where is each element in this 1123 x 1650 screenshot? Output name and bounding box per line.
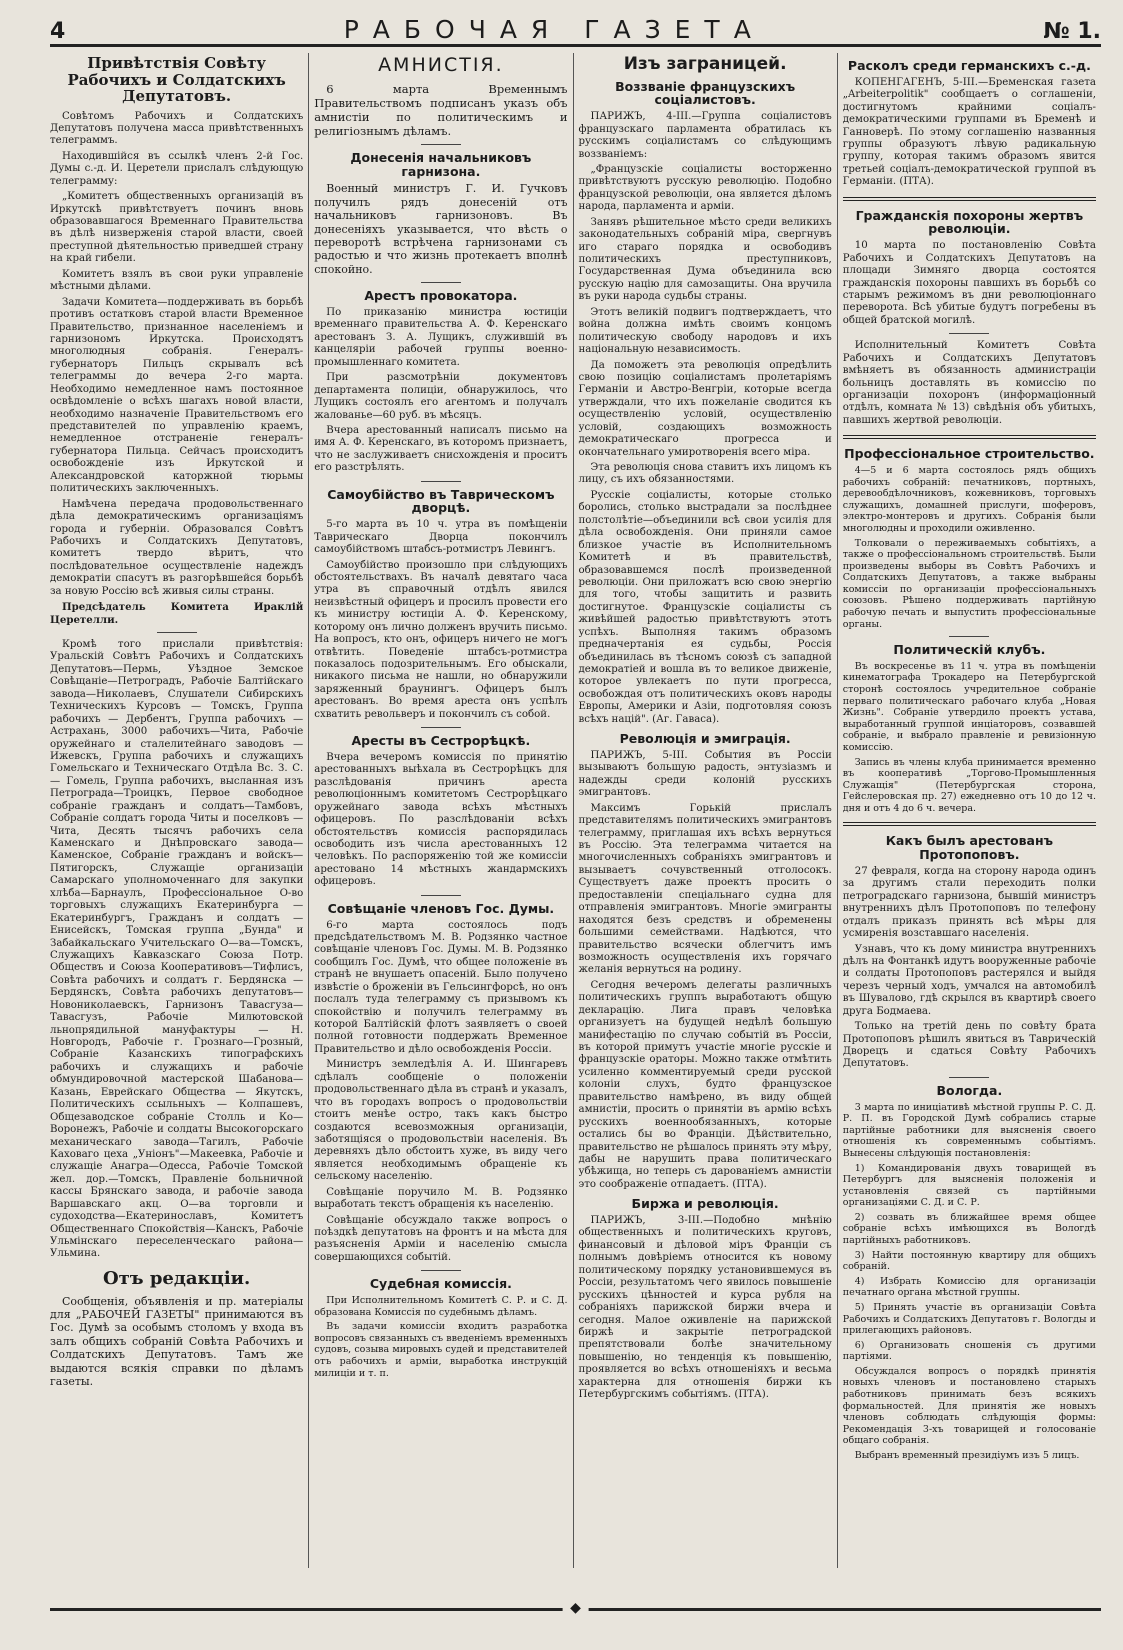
paragraph: Исполнительный Комитетъ Совѣта Рабочихъ и Солдатскихъ Депутатовъ вмѣняетъ въ обязанность администраціи больницъ доставлять въ комиссію по организаціи похоронъ (информаціонный отдѣлъ, комната № 13) свѣдѣнія объ убитыхъ, павшихъ жертвой революціи.	[842, 340, 1096, 426]
paragraph: Совѣщаніе обсуждало также вопросъ о поѣздкѣ депутатовъ на фронтъ и на мѣста для разъясненія Арміи и населенію смысла совершающихся событій.	[314, 1214, 568, 1263]
paragraph: По приказанію министра юстиціи временнаго правительства А. Ф. Керенскаго арестованъ З. А. Лущикъ, служившій въ канцеляріи рабочей группы военно-промышленнаго комитета.	[314, 307, 568, 368]
paragraph: Кромѣ того прислали привѣтствія: Уральскій Совѣтъ Рабочихъ и Солдатскихъ Депутатовъ—Пермь, Уѣздное Земское Совѣщаніе—Петроградъ, Рабочіе Балтійскаго завода—Николаевъ, Слушатели Сибирскихъ Техническихъ Курсовъ — Томскъ, Группа рабочихъ — Дербентъ, Группа рабочихъ — Астрахань, 3000 рабочихъ—Чита, Рабочіе оружейнаго и сталелитейнаго заводовъ — Ижевскъ, Группа рабочихъ и служащихъ Гомельскаго и Техническаго Отдѣла Вс. З. С. — Гомель, Группа рабочихъ, высланная изъ Петрограда—Троицкъ, Первое свободное собраніе гражданъ и солдатъ—Тамбовъ, Собраніе солдатъ города Читы и поселковъ — Чита, Десять тысячъ рабочихъ села Каменскаго и Днѣпровскаго завода—Каменское, Собраніе гражданъ и войскъ—Пятигорскъ, Служащіе организаціи Самарскаго уполномоченнаго для закупки хлѣба—Барнаулъ, Профессіональное О-во торговыхъ служащихъ Екатеринбурга — Екатеринбургъ, Гражданъ и солдатъ — Енисейскъ, Томская группа „Бунда" и Забайкальскаго Учительскаго О—ва—Томскъ, Служащихъ Кавказскаго Союза Потр. Обществъ и Союза Кооперативовъ—Тифлисъ, Совѣта рабочихъ и солдатъ г. Бердянска — Бердянскъ, Совѣта рабочихъ депутатовъ—Новониколаевскъ, Гарнизонъ Тавасгуза—Тавасгузъ, Рабочіе Милютовской льнопрядильной мануфактуры — Н. Новгородъ, Рабочіе г. Грознаго—Грозный, Собраніе Казанскихъ типографскихъ рабочихъ и служащихъ и рабочіе обмундировочной мастерской Шабанова—Казань, Еврейскаго Общества — Якутскъ, Политическихъ ссыльныхъ — Колпашевъ, Общезаводское собраніе Столль и Ко—Воронежъ, Рабочіе и солдаты Высокогорскаго механическаго завода—Тагилъ, Рабочіе Каховаго цеха „Уніонъ"—Макеевка, Рабочіе и служащіе Анагра—Одесса, Рабочіе Томской жел. дор.—Томскъ, Правленіе больничной кассы Брянскаго завода, и рабочіе завода Варшавскаго акц. О—ва торговли и судоходства—Екатеринославъ, Комитетъ Общественнаго Спокойствія—Канскъ, Рабочіе Ульмінскаго переселенческаго района—Ульмина.	[50, 639, 304, 1260]
paragraph: 2) созвать въ ближайшее время общее собраніе всѣхъ имѣющихся въ Вологдѣ партійныхъ работниковъ.	[842, 1211, 1096, 1247]
paragraph: 1) Командированія двухъ товарищей въ Петербургъ для выясненія положенія и установленія связей съ партійными организаціями С. Д. и С. Р.	[842, 1162, 1096, 1209]
emigration-title: Революція и эмиграція.	[619, 731, 791, 747]
paragraph: 5) Принять участіе въ организаціи Совѣта Рабочихъ и Солдатскихъ Депутатовъ г. Вологды и прилегающихъ районовъ.	[842, 1301, 1096, 1337]
paragraph: Вчера арестованный написалъ письмо на имя А. Ф. Керенскаго, въ которомъ признаетъ, что не заслуживаетъ снисхожденія и проситъ его разстрѣлять.	[314, 424, 568, 474]
divider	[157, 632, 197, 633]
split-title: Расколъ среди германскихъ с.-д.	[847, 58, 1091, 73]
club-title: Политическій клубъ.	[893, 642, 1046, 658]
column-1	[50, 53, 308, 1568]
newspaper-title: РАБОЧАЯ ГАЗЕТА	[343, 15, 765, 44]
prof-title: Профессіональное строительство.	[844, 446, 1095, 462]
greetings-title: Привѣтствія Совѣту Рабочихъ и Солдатскихъ Депутатовъ.	[67, 54, 286, 105]
column-2	[308, 53, 572, 1568]
paragraph: 3 марта по иниціативѣ мѣстной группы Р. С. Д. Р. П. въ Городской Думѣ собрались старые партійные работники для выясненія своего отношенія къ современнымъ событіямъ. Вынесены слѣдующія постановленія:	[842, 1101, 1096, 1159]
paragraph: Комитетъ взялъ въ свои руки управленіе мѣстными дѣлами.	[50, 268, 304, 293]
divider	[421, 1270, 461, 1271]
amnesty-title: АМНИСТІЯ.	[378, 54, 504, 76]
paragraph: Въ задачи комиссіи входитъ разработка вопросовъ связанныхъ съ введеніемъ временныхъ судовъ, созыва мировыхъ судей и представителей отъ рабочихъ и арміи, выработка инструкцій милиціи и т. п.	[314, 1321, 568, 1379]
paragraph: Обсуждался вопросъ о порядкѣ принятія новыхъ членовъ и постановлено старыхъ работниковъ принимать безъ всякихъ формальностей. Для принятія же новыхъ членовъ соблюдать слѣдующія формы: Рекомендація 3-хъ товарищей и голосованіе общаго собранія.	[842, 1365, 1096, 1447]
editorial-title: Отъ редакціи.	[102, 1267, 251, 1289]
paragraph: ПАРИЖЪ, 5-III. События въ Россіи вызываютъ большую радость, энтузіазмъ и надежды среди колоній русскихъ эмигрантовъ.	[578, 749, 832, 799]
abroad-title: Изъ заграницей.	[623, 54, 787, 74]
divider	[421, 895, 461, 896]
paragraph: Вчера вечеромъ комиссія по принятію арестованныхъ выѣхала въ Сестрорѣцкъ для разслѣдованія причинъ ареста революціоннымъ комитетомъ Сестрорѣцкаго оружейнаго завода всѣхъ мѣстныхъ офицеровъ. По разслѣдованіи всѣхъ обстоятельствъ комиссія распорядилась освободить изъ числа арестованныхъ 12 человѣкъ. По распоряженію той же комиссіи арестовано 14 мѣстныхъ жандармскихъ офицеровъ.	[314, 751, 568, 888]
divider	[421, 727, 461, 728]
paragraph: Намѣчена передача продовольственнаго дѣла демократическимъ организаціямъ города и губерніи. Образовался Совѣтъ Рабочихъ и Солдатскихъ Депутатовъ, комитетъ твердо вѣритъ, что послѣдовательное осуществленіе надеждъ демократіи спасутъ въ разгорѣвшейся борьбѣ за новую Россію всѣ живыя силы страны.	[50, 498, 304, 597]
paragraph: Запись въ члены клуба принимается временно въ кооперативѣ „Торгово-Промышленныя Служащія" (Петербургская сторона, Гейслеровская пр. 27) ежедневно отъ 10 до 12 ч. дня и отъ 4 до 6 ч. вечера.	[842, 756, 1096, 814]
paragraph: 4) Избрать Комиссію для организаціи печатнаго органа мѣстной группы.	[842, 1275, 1096, 1299]
divider	[843, 435, 1096, 439]
column-4	[837, 53, 1101, 1568]
divider	[421, 144, 461, 145]
page-number: 4	[50, 19, 66, 44]
paragraph: Совѣтомъ Рабочихъ и Солдатскихъ Депутатовъ получена масса привѣтственныхъ телеграммъ.	[50, 110, 304, 147]
paragraph: Самоубійство произошло при слѣдующихъ обстоятельствахъ. Въ началѣ девятаго часа утра въ справочный отдѣлъ явился неизвѣстный офицеръ и просилъ провести его къ министру юстиціи А. Ф. Керенскому, которому онъ лично долженъ вручить письмо. На вопросъ, кто онъ, офицеръ ничего не могъ отвѣтить. Поведеніе штабсъ-ротмистра показалось подозрительнымъ. Его обыскали, никакого письма не нашли, но обнаружили заряженный браунингъ. Офицеръ былъ арестованъ. Во время ареста онъ успѣлъ схватить револьверъ и покончилъ съ собой.	[314, 559, 568, 720]
divider	[843, 197, 1096, 201]
editorial-text: Сообщенія, объявленія и пр. матеріалы для „РАБОЧЕЙ ГАЗЕТЫ" принимаются въ Гос. Думѣ за особымъ столомъ у входа въ залъ общихъ собраній Совѣта Рабочихъ и Солдатскихъ Депутатовъ. Тамъ же выдаются всякія справки по дѣламъ газеты.	[50, 1294, 304, 1389]
paragraph: Русскіе соціалисты, которые столько боролись, столько выстрадали за послѣднее полстолѣтіе—объединили всѣ свои усилія для дѣла освобожденія. Они приняли самое близкое участіе въ Исполнительномъ Комитетѣ и въ правительствѣ, образовавшемся послѣ произведенной революціи. Они приложатъ всю свою энергію для того, чтобы защитить и развить достигнутое. Французскіе соціалисты съ живѣйшей радостью привѣтствуютъ этотъ успѣхъ. Выполняя такимъ образомъ предначертанія ея судьбы, Россія объединилась въ тѣсномъ союзѣ съ западной демократіей и вошла въ то великое движеніе, которое увлекаетъ по пути прогресса, освобождая отъ политическихъ оковъ народы Европы, Америки и Азіи, подготовляя союзъ всѣхъ націй". (Аг. Гаваса).	[578, 489, 832, 725]
paragraph: ПАРИЖЪ, 4-III.—Группа соціалистовъ французскаго парламента обратилась къ русскимъ соціалистамъ со слѣдующимъ воззваніемъ:	[578, 111, 832, 160]
paragraph: Узнавъ, что къ дому министра внутреннихъ дѣлъ на Фонтанкѣ идутъ вооруженные рабочіе и солдаты Протопоповъ растерялся и выйдя черезъ черный ходъ, умчался на автомобилѣ въ Шувалово, гдѣ скрылся въ квартирѣ своего друга Бодмаева.	[842, 943, 1096, 1017]
vologda-title: Вологда.	[936, 1082, 1003, 1098]
paragraph: Выбранъ временный президіумъ изъ 5 лицъ.	[854, 1449, 1080, 1461]
paragraph: 3) Найти постоянную квартиру для общихъ собраній.	[842, 1249, 1096, 1273]
paragraph: 27 февраля, когда на сторону народа одинъ за другимъ стали переходить полки петроградскаго гарнизона, бывшій министръ внутреннихъ дѣлъ Протопоповъ по телефону отдалъ приказъ принять всѣ мѣры для усмиренія возставшаго населенія.	[842, 865, 1096, 940]
paragraph: Занявъ рѣшительное мѣсто среди великихъ законодательныхъ собраній міра, свергнувъ иго стараго порядка и освободивъ политическихъ преступниковъ, Государственная Дума объединила всю русскую націю для самозащиты. Она вручила въ руки народа судьбы страны.	[578, 216, 832, 303]
protopopov-title: Какъ былъ арестованъ Протопоповъ.	[885, 833, 1054, 863]
column-3	[573, 53, 837, 1568]
suicide-title: Самоубійство въ Таврическомъ дворцѣ.	[327, 486, 555, 516]
issue-number: № 1.	[1043, 19, 1101, 44]
paragraph: Толковали о переживаемыхъ событіяхъ, а также о профессіональномъ строительствѣ. Были произведены выборы въ Совѣтъ Рабочихъ и Солдатскихъ Депутатовъ, а также выбраны комиссіи по организаціи профессіональныхъ союзовъ. Рѣшено поддерживать партійную рабочую печать и выпустить профессіональные органы.	[842, 537, 1096, 630]
funeral-title: Гражданскія похороны жертвъ революціи.	[855, 207, 1084, 237]
paragraph: При Исполнительномъ Комитетѣ С. Р. и С. Д. образована Комиссія по судебнымъ дѣламъ.	[314, 1295, 568, 1318]
divider	[949, 636, 989, 637]
paragraph: Да поможетъ эта революція опредѣлить свою позицію соціалистамъ пролетаріямъ Германіи и Австро-Венгріи, которые всегда утверждали, что ихъ пожеланіе сводится къ осуществленію условій, осуществленію условій, создающихъ возможность демократическаго прогресса и окончательнаго умиротворенія всего міра.	[578, 359, 832, 458]
paragraph: При разсмотрѣніи документовъ департамента полиціи, обнаружилось, что Лущикъ состоялъ его агентомъ и получалъ жалованье—60 руб. въ мѣсяцъ.	[314, 372, 568, 421]
divider	[949, 333, 989, 334]
bourse-title: Биржа и революція.	[631, 1196, 779, 1212]
paragraph: Совѣщаніе поручило М. В. Родзянко выработать текстъ обращенія къ населенію.	[314, 1186, 568, 1211]
paragraph: Только на третій день по совѣту брата Протопоповъ рѣшилъ явиться въ Таврическій Дворецъ и сдаться Совѣту Рабочихъ Депутатовъ.	[842, 1021, 1096, 1070]
paragraph: Находившійся въ ссылкѣ членъ 2-й Гос. Думы с.-д. И. Церетели прислалъ слѣдующую телеграмму:	[50, 150, 304, 187]
reports-title: Донесенія начальниковъ гарнизона.	[350, 149, 532, 179]
divider	[421, 481, 461, 482]
appeal-title: Воззваніе французскихъ соціалистовъ.	[615, 78, 796, 108]
paragraph: Задачи Комитета—поддерживать въ борьбѣ противъ остатковъ старой власти Временное Правительство, признанное населеніемъ и гарнизономъ Иркутска. Происходятъ многолюдныя собранія. Генералъ-губернаторъ Пильцъ скрывалъ всѣ телеграммы до вечера 2-го марта. Необходимо немедленное намъ постоянное освѣдомленіе о всѣхъ шагахъ новой власти, необходимо назначеніе Правительствомъ его представителей по управленію краемъ, немедленное отстраненіе генералъ-губернатора Пильца. Сейчасъ происходитъ освобожденіе изъ Иркутской и Александровской каторжной тюрьмы политическихъ заключенныхъ.	[50, 296, 304, 495]
paragraph: ПАРИЖЪ, 3-III.—Подобно мнѣнію общественныхъ и политическихъ круговъ, финансовый и дѣловой міръ Франціи съ полнымъ довѣріемъ относится къ новому политическому порядку установившемуся въ Россіи, результатомъ чего явилось повышеніе русскихъ цѣнностей и курса рубля на собраніяхъ парижской биржи вчера и сегодня. Малое оживленіе на парижской биржѣ и закрытіе петроградской препятствовали болѣе значительному повышенію, но тенденція къ повышенію, проявляется во всѣхъ отношеніяхъ и весьма характерна для отношенія биржи къ Петербургскимъ событіямъ. (ПТА).	[578, 1215, 832, 1401]
paragraph: 5-го марта въ 10 ч. утра въ помѣщеніи Таврическаго Дворца покончилъ самоубійствомъ штабсъ-ротмистръ Левингъ.	[314, 519, 568, 556]
duma-title: Совѣщаніе членовъ Гос. Думы.	[327, 900, 555, 916]
paragraph: 6-го марта состоялось подъ предсѣдательствомъ М. В. Родзянко частное совѣщаніе членовъ Гос. Думы. М. В. Родзянко сообщилъ Гос. Думѣ, что общее положеніе въ странѣ не внушаетъ опасеній. Было получено извѣстіе о броженіи въ Гельсингфорсѣ, но онъ послалъ туда телеграмму съ призывомъ къ спокойствію и получилъ телеграмму въ которой Балтійскій флотъ заявляетъ о своей полной готовности поддержать Временное Правительство и дѣло освобожденія Россіи.	[314, 919, 568, 1055]
divider	[421, 282, 461, 283]
bottom-rule	[50, 1602, 1101, 1616]
paragraph: 6) Организовать сношенія съ другими партіями.	[842, 1339, 1096, 1363]
ornament-icon: ◆	[562, 1600, 589, 1616]
amnesty-text: 6 марта Временнымъ Правительствомъ подписанъ указъ объ амнистіи по политическимъ и религіознымъ дѣламъ.	[314, 81, 568, 138]
paragraph: Эта революція снова ставитъ ихъ лицомъ къ лицу, съ ихъ обязанностями.	[578, 462, 832, 486]
paragraph: Этотъ великій подвигъ подтверждаетъ, что война должна имѣть своимъ концомъ политическую свободу народовъ и ихъ національную независимость.	[578, 306, 832, 356]
arrest-title: Арестъ провокатора.	[364, 288, 518, 304]
masthead	[50, 10, 1101, 47]
court-title: Судебная комиссія.	[369, 1276, 512, 1292]
paragraph: Въ воскресенье въ 11 ч. утра въ помѣщеніи кинематографа Трокадеро на Петербургской сторонѣ состоялось учредительное собраніе перваго политическаго рабочаго клуба „Новая Жизнь". Собраніе утвердило проектъ устава, выработанный группой инціаторовъ, созвавшей собраніе, и выбрало правленіе и ревизіонную комиссію.	[842, 660, 1096, 753]
paragraph: Министръ земледѣлія А. И. Шингаревъ сдѣлалъ сообщеніе о положеніи продовольственнаго дѣла въ странѣ и указалъ, что въ городахъ вопросъ о продовольствіи стоитъ менѣе остро, такъ какъ быстро создаются всевозможныя организаціи, заботящіяся о продовольствіи населенія. Въ деревняхъ дѣло обстоитъ хуже, въ виду чего является необходимымъ обращеніе къ сельскому населенію.	[314, 1059, 568, 1183]
paragraph: „Комитетъ общественныхъ организацій въ Иркутскѣ привѣтствуетъ починъ вновь образовавшагося Временнаго Правительства въ дѣлѣ низверженія старой власти, своей преступной дѣятельностью приведшей страну на край гибели.	[50, 191, 304, 265]
columns	[50, 53, 1101, 1568]
paragraph: Максимъ Горькій прислалъ представителямъ политическихъ эмигрантовъ телеграмму, приглашая ихъ всѣхъ вернуться въ Россію. Эта телеграмма читается на многочисленныхъ собраніяхъ эмигрантовъ и вызываетъ сочувственный отголосокъ. Существуетъ даже проектъ просить о предоставленіи спеціальнаго судна для отправленія эмигрантовъ. Многіе эмигранты находятся безъ средствъ и обременены большими семействами. Надѣются, что правительство всячески облегчитъ имъ возможность осуществленія ихъ горячаго желанія вернуться на родину.	[578, 802, 832, 976]
paragraph: 4—5 и 6 марта состоялось рядъ общихъ рабочихъ собраній: печатниковъ, портныхъ, деревообдѣлочниковъ, кожевниковъ, торговыхъ служащихъ, домашней прислуги, шоферовъ, электро-монтеровъ и другихъ. Собранія были многолюдны и проходили оживленно.	[842, 465, 1096, 534]
signature: Предсѣдатель Комитета Ираклій Церетелли.	[50, 601, 304, 626]
paragraph: 10 марта по постановленію Совѣта Рабочихъ и Солдатскихъ Депутатовъ на площади Зимняго дворца состоятся гражданскія похороны павшихъ въ борьбѣ со старымъ режимомъ въ дни революціоннаго переворота. Всѣ убитые будутъ погребены въ общей братской могилѣ.	[842, 240, 1096, 326]
paragraph: Сегодня вечеромъ делегаты различныхъ политическихъ группъ выработаютъ общую декларацію. Лига правъ человѣка организуетъ на будущей недѣлѣ большую манифестацію по случаю событій въ Россіи, въ которой примутъ участіе многіе русскіе и французскіе ораторы. Можно также отмѣтить усиленно комментируемый среди русской колоніи слухъ, будто французское правительство намѣрено, въ виду общей амнистіи, просить о принятіи въ армію всѣхъ русскихъ военнообязанныхъ, которые остались бы во Франціи. Дѣйствительно, правительство не рѣшалось принять эту мѣру, дабы не нарушить права политическаго убѣжища, но теперь съ дарованіемъ амнистіи это соображеніе отпадаетъ. (ПТА).	[578, 979, 832, 1190]
sestroretsk-title: Аресты въ Сестрорѣцкѣ.	[351, 733, 531, 749]
divider	[949, 1077, 989, 1078]
paragraph: „Французскіе соціалисты восторженно привѣтствуютъ русскую революцію. Подобно французской революціи, она является дѣломъ народа, парламента и арміи.	[578, 163, 832, 213]
divider	[843, 822, 1096, 826]
reports-text: Военный министръ Г. И. Гучковъ получилъ рядъ донесеній отъ начальниковъ гарнизоновъ. Въ донесеніяхъ указывается, что вѣсть о переворотѣ встрѣчена гарнизонами съ радостью и что жизнь протекаетъ вполнѣ спокойно.	[314, 182, 568, 276]
paragraph: КОПЕНГАГЕНЪ, 5-III.—Бременская газета „Arbeiterpolitik" сообщаетъ о соглашеніи, достигнутомъ крайними соціалъ-демократическими группами въ Бременѣ и Ганноверѣ. По этому соглашенію названныя группы образуютъ лѣвую радикальную группу, которая такимъ образомъ явится третьей соціалъ-демократической группой въ Германіи. (ПТА).	[842, 76, 1096, 188]
